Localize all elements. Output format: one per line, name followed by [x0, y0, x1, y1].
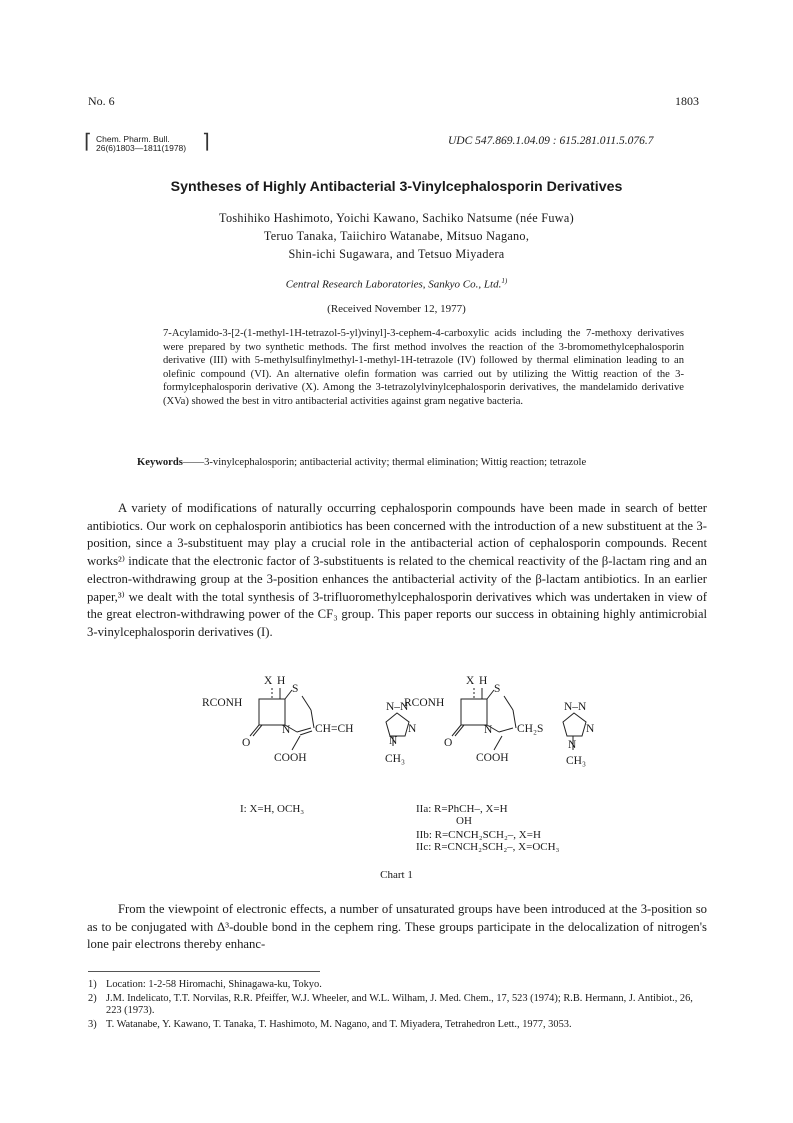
atom-n-2: N	[484, 724, 493, 736]
footnote-3	[88, 1019, 708, 1032]
compound-iia-label: IIa: R=PhCH–, X=H	[416, 803, 508, 815]
atom-h-1: H	[277, 675, 286, 687]
group-vinyl: CH=CH	[315, 723, 354, 735]
compound-iic-label: IIc: R=CNCH₂SCH₂–, X=OCH₃	[416, 841, 560, 853]
footnote-text: T. Watanabe, Y. Kawano, T. Tanaka, T. Hashimoto, M. Nagano, and T. Miyadera, Tetrahedron Lett., 1977, 3053.	[106, 1018, 572, 1030]
footnote-text: J.M. Indelicato, T.T. Norvilas, R.R. Pfeiffer, W.J. Wheeler, and W.L. Wilham, J. Med. Chem., 17, 523 (1974); R.B. Hermann, J. Antibiot., 26, 223 (1973).	[106, 992, 693, 1017]
authors-line-2: Teruo Tanaka, Taiichiro Watanabe, Mitsuo Nagano,	[263, 229, 530, 243]
footnote-number: 1)	[88, 979, 97, 990]
keywords-list: ——3-vinylcephalosporin; antibacterial activity; thermal elimination; Wittig reaction; tetrazole	[182, 457, 587, 468]
tetrazole-n-right-1: N	[408, 723, 417, 735]
compound-iia-oh: OH	[456, 815, 472, 827]
page-number: 1803	[675, 94, 699, 108]
atom-s-1: S	[292, 683, 299, 695]
keywords-label: Keywords	[137, 457, 183, 468]
tetrazole-n-bottom-1: N	[389, 735, 398, 747]
atom-x-1: X	[264, 675, 273, 687]
journal-name: Chem. Pharm. Bull.	[96, 134, 170, 144]
beta-lactam-ring-2	[461, 699, 487, 725]
affiliation	[0, 277, 793, 291]
group-rconh-2: RCONH	[404, 697, 445, 709]
journal-volume: 26(6)1803—1811(1978)	[96, 143, 187, 153]
atom-h-2: H	[479, 675, 488, 687]
tetrazole-nn-1: N–N	[386, 701, 409, 713]
group-ch2s: CH₂S	[517, 723, 544, 735]
group-ch3-1: CH₃	[385, 753, 405, 765]
beta-lactam-ring-1	[259, 699, 285, 725]
footnote-number: 2)	[88, 992, 97, 1004]
abstract: 7-Acylamido-3-[2-(1-methyl-1H-tetrazol-5-yl)vinyl]-3-cephem-4-carboxylic acids including the 7-methoxy derivatives were prepared by two synthetic methods. The first method involves the reaction of the 3-bromomethylcephalosporin derivative (III) with 5-methylsulfinylmethyl-1-methyl-1H-tetrazole (IV) followed by thermal elimination leading to an olefinic compound (VI). An alternative olefin formation was carried out by utilizing the Wittig reaction of the 3-formylcephalosporin derivative (X). Among the 3-tetrazolylvinylcephalosporin derivatives, the mandelamido derivative (XVa) showed the best in vitro antibacterial activities against gram negative bacteria.	[163, 328, 684, 407]
atom-n-1: N	[282, 724, 291, 736]
compound-i-label: I: X=H, OCH₃	[240, 803, 305, 815]
tetrazole-ring-1	[386, 713, 409, 736]
footnote-text: Location: 1-2-58 Hiromachi, Shinagawa-ku, Tokyo.	[106, 979, 322, 990]
authors-line-1: Toshihiko Hashimoto, Yoichi Kawano, Sachiko Natsume (née Fuwa)	[219, 211, 574, 225]
authors-line-3: Shin-ichi Sugawara, and Tetsuo Miyadera	[288, 247, 505, 261]
atom-x-2: X	[466, 675, 475, 687]
atom-s-2: S	[494, 683, 501, 695]
atom-o-1: O	[242, 737, 251, 749]
group-cooh-2: COOH	[476, 752, 509, 764]
chart-caption: Chart 1	[380, 869, 413, 881]
group-ch3-2: CH₃	[566, 755, 586, 767]
compound-iib-label: IIb: R=CNCH₂SCH₂–, X=H	[416, 829, 541, 841]
tetrazole-ring-2	[563, 713, 586, 736]
atom-o-2: O	[444, 737, 453, 749]
page-issue: No. 6	[88, 94, 115, 108]
affiliation-footnote-ref: 1)	[501, 277, 508, 285]
chart-1-structures	[180, 670, 660, 810]
journal-bracket-right: ⌉	[202, 131, 210, 153]
second-paragraph: From the viewpoint of electronic effects, a number of unsaturated groups have been introduced at the 3-position so as to be conjugated with Δ³-double bond in the cephem ring. These groups participate in the delocalization of nitrogen's lone pair electrons thereby enhanc-	[87, 902, 707, 952]
footnote-divider	[88, 971, 320, 972]
affiliation-text: Central Research Laboratories, Sankyo Co., Ltd.	[285, 278, 502, 291]
tetrazole-n-right-2: N	[586, 723, 595, 735]
group-cooh-1: COOH	[274, 752, 307, 764]
group-rconh-1: RCONH	[202, 697, 243, 709]
udc-code: UDC 547.869.1.04.09 : 615.281.011.5.076.7	[448, 135, 654, 147]
tetrazole-nn-2: N–N	[564, 701, 587, 713]
keywords-block	[137, 456, 685, 470]
footnote-number: 3)	[88, 1018, 97, 1030]
tetrazole-n-bottom-2: N	[568, 739, 577, 751]
received-date: (Received November 12, 1977)	[327, 303, 466, 315]
article-title: Syntheses of Highly Antibacterial 3-Vinylcephalosporin Derivatives	[170, 179, 623, 195]
footnote-1	[88, 979, 708, 992]
intro-paragraph: A variety of modifications of naturally occurring cephalosporin compounds have been made in search of better antibiotics. Our work on cephalosporin antibiotics has been concerned with the introduction of a new substituent at the 3-position, since a 3-substituent may play a crucial role in the antibacterial action of cephalosporin compounds. Recent works²⁾ indicate that the electronic factor of 3-substituents is related to the chemical reactivity of the β-lactam ring and an electron-withdrawing group at the 3-position enhances the antibacterial activity of the β-lactam antibiotics. In an earlier paper,³⁾ we dealt with the total synthesis of 3-trifluoromethylcephalosporin derivatives which was undertaken in view of the great electron-withdrawing power of the CF₃ group. This paper reports our success in obtaining highly antimicrobial 3-vinylcephalosporin derivatives (I).	[87, 501, 707, 639]
journal-citation	[96, 135, 186, 153]
footnotes	[88, 979, 708, 1031]
journal-bracket-left: ⌈	[84, 131, 92, 153]
footnote-2	[88, 993, 708, 1018]
